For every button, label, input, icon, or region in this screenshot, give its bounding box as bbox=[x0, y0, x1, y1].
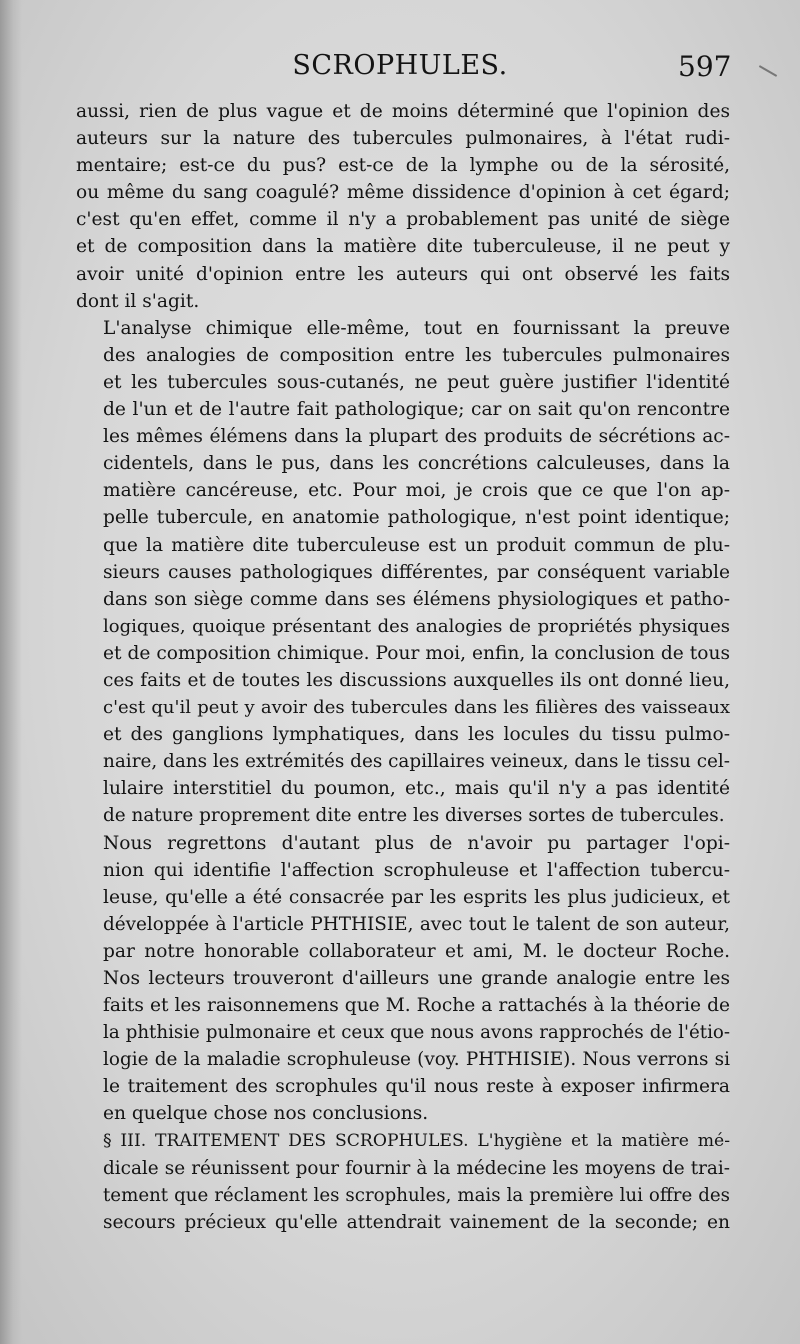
text-line: logie de la maladie scrophuleuse (voy. PHTHISIE). Nous verrons si bbox=[103, 1049, 730, 1071]
text-line: la phthisie pulmonaire et ceux que nous avons rapprochés de l'étio- bbox=[103, 1022, 730, 1044]
text-line: dont il s'agit. bbox=[76, 290, 200, 312]
text-line: et des ganglions lymphatiques, dans les locules du tissu pulmo- bbox=[103, 724, 730, 746]
text-line: L'analyse chimique elle-même, tout en fournissant la preuve bbox=[103, 317, 730, 339]
text-line: cidentels, dans le pus, dans les concrétions calculeuses, dans la bbox=[103, 453, 730, 475]
text-line: dans son siège comme dans ses élémens physiologiques et patho- bbox=[103, 588, 730, 610]
body-text bbox=[76, 98, 730, 1236]
text-line: § III. TRAITEMENT DES SCROPHULES. L'hygiène et la matière mé- bbox=[103, 1130, 730, 1151]
text-line: Nous regrettons d'autant plus de n'avoir pu partager l'opi- bbox=[103, 832, 730, 854]
page-number: 597 bbox=[678, 50, 732, 83]
text-line: sieurs causes pathologiques différentes, par conséquent variable bbox=[103, 561, 730, 583]
text-line: nion qui identifie l'affection scrophuleuse et l'affection tubercu- bbox=[103, 859, 730, 881]
running-title: SCROPHULES. bbox=[292, 50, 508, 81]
text-line: logiques, quoique présentant des analogies de propriétés physiques bbox=[103, 615, 730, 637]
paragraph-4-section-heading bbox=[76, 1128, 730, 1236]
text-line: lulaire interstitiel du poumon, etc., mais qu'il n'y a pas identité bbox=[103, 778, 730, 800]
text-line: développée à l'article PHTHISIE, avec tout le talent de son auteur, bbox=[103, 913, 730, 935]
paragraph-3 bbox=[76, 830, 730, 1128]
text-line: faits et les raisonnemens que M. Roche a rattachés à la théorie de bbox=[103, 995, 730, 1017]
page-spine-shadow bbox=[0, 0, 22, 1344]
text-line: que la matière dite tuberculeuse est un produit commun de plu- bbox=[103, 534, 730, 556]
text-line: ces faits et de toutes les discussions auxquelles ils ont donné lieu, bbox=[103, 669, 730, 691]
text-line: de nature proprement dite entre les diverses sortes de tubercules. bbox=[103, 805, 725, 827]
text-line: et de composition dans la matière dite tuberculeuse, il ne peut y bbox=[76, 236, 730, 258]
text-line: et les tubercules sous-cutanés, ne peut guère justifier l'identité bbox=[103, 371, 730, 393]
text-line: auteurs sur la nature des tubercules pulmonaires, à l'état rudi- bbox=[76, 128, 730, 150]
text-line: tement que réclament les scrophules, mais la première lui offre des bbox=[103, 1184, 730, 1206]
text-line: de l'un et de l'autre fait pathologique; car on sait qu'on rencontre bbox=[103, 399, 730, 421]
text-line: pelle tubercule, en anatomie pathologique, n'est point identique; bbox=[103, 507, 730, 529]
text-line: naire, dans les extrémités des capillaires veineux, dans le tissu cel- bbox=[103, 751, 730, 773]
text-line: en quelque chose nos conclusions. bbox=[103, 1103, 429, 1125]
text-line: le traitement des scrophules qu'il nous reste à exposer infirmera bbox=[103, 1076, 730, 1098]
text-line: et de composition chimique. Pour moi, enfin, la conclusion de tous bbox=[103, 642, 730, 664]
corner-mark bbox=[759, 65, 777, 77]
paragraph-2 bbox=[76, 315, 730, 830]
text-line: aussi, rien de plus vague et de moins déterminé que l'opinion des bbox=[76, 101, 730, 122]
text-line: matière cancéreuse, etc. Pour moi, je crois que ce que l'on ap- bbox=[103, 480, 730, 502]
text-line: secours précieux qu'elle attendrait vainement de la seconde; en bbox=[103, 1211, 730, 1233]
paragraph-1 bbox=[76, 98, 730, 315]
text-line: les mêmes élémens dans la plupart des produits de sécrétions ac- bbox=[103, 426, 730, 448]
text-line: mentaire; est-ce du pus? est-ce de la lymphe ou de la sérosité, bbox=[76, 155, 730, 177]
text-line: Nos lecteurs trouveront d'ailleurs une grande analogie entre les bbox=[103, 968, 730, 989]
text-line: par notre honorable collaborateur et ami, M. le docteur Roche. bbox=[103, 940, 730, 962]
text-line: dicale se réunissent pour fournir à la médecine les moyens de trai- bbox=[103, 1157, 730, 1179]
text-line: ou même du sang coagulé? même dissidence d'opinion à cet égard; bbox=[76, 182, 730, 204]
text-line: c'est qu'en effet, comme il n'y a probablement pas unité de siège bbox=[76, 209, 730, 231]
text-line: c'est qu'il peut y avoir des tubercules dans les filières des vaisseaux bbox=[103, 697, 730, 719]
text-line: leuse, qu'elle a été consacrée par les esprits les plus judicieux, et bbox=[103, 886, 730, 908]
text-line: des analogies de composition entre les tubercules pulmonaires bbox=[103, 344, 730, 366]
text-line: avoir unité d'opinion entre les auteurs qui ont observé les faits bbox=[76, 263, 730, 285]
